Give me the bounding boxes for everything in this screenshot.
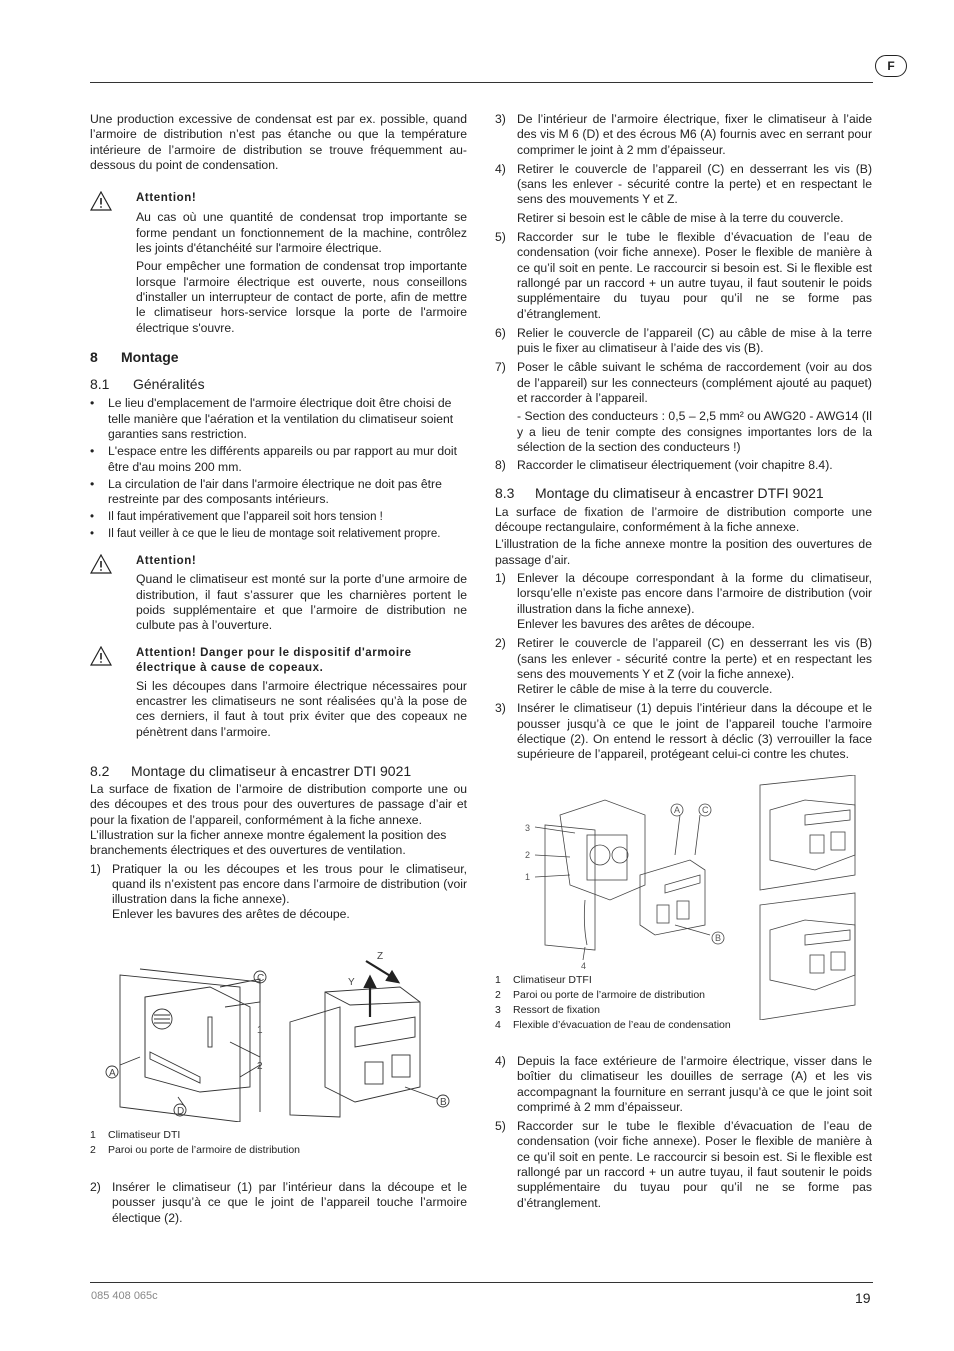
device-flange (150, 1052, 200, 1083)
cover-grille-right (677, 901, 689, 919)
climatiseur-cover (640, 860, 705, 935)
warning-title: Attention! (136, 192, 197, 205)
vent-grille-right (392, 1055, 410, 1077)
leader-a (120, 1057, 140, 1065)
caption-number: 3 (495, 1004, 501, 1016)
step-number: 1) (495, 571, 506, 586)
step-c-4 (495, 1054, 872, 1115)
arrow-z (366, 961, 392, 977)
cover-top (325, 992, 420, 1005)
cover-grille-left (657, 905, 669, 923)
warning-triangle-icon (90, 646, 112, 666)
step-number: 2) (90, 1180, 101, 1194)
step-number: 5) (495, 1119, 506, 1134)
caption-row (90, 1128, 460, 1143)
cabinet-wall-back (140, 969, 260, 1112)
step-3 (495, 112, 872, 158)
cabinet-view-top (760, 775, 855, 890)
list-item: • Le lieu d'emplacement de l'armoire électrique doit être choisi de telle manière que l'aération et la ventilation du climatiseur soient garanties sans restriction. (90, 396, 467, 442)
fig-label: A (109, 1068, 116, 1079)
step-text: Raccorder le climatiseur électriquement (voir chapitre 8.4). (517, 458, 833, 473)
fan (590, 845, 610, 865)
step-text: Raccorder sur le tube le flexible d’évacuation de l’eau de condensation (voir fiche annexe). Poser le flexible de manière à ce qu’il soit en pente. Le raccourcir si besoin est. Si le flexible est rallongé par un raccord + un autre tuyau, il faut soutenir le poids supplémentaire du tuyau pour qu’il ne se forme pas d’étranglement. (517, 230, 872, 321)
leader-lines (535, 827, 575, 877)
caption-number: 2 (495, 989, 501, 1001)
step-text: Insérer le climatiseur (1) depuis l’intérieur dans la découpe et le pousser jusqu’à ce que le joint de l’appareil touche l’armoire électique (2). On entend le ressort à déclic (3) verrouiller la face supérieure de l’appareil, protégeant celui-ci contre les chutes. (517, 701, 872, 762)
list-item: • La circulation de l'air dans l'armoire électrique ne doit pas être restreinte par des composants intérieurs. (90, 477, 467, 508)
fig-label: 3 (525, 823, 531, 833)
cabinet-wall-panel (545, 825, 595, 950)
paragraph: L’illustration sur la ficher annexe montre également la position des branchements électriques et des ouvertures de ventilation. (90, 827, 447, 858)
section-number: 8.2 (90, 762, 110, 779)
right-column (495, 112, 872, 763)
cabinet-door-panel (290, 1007, 340, 1117)
language-badge: F (875, 55, 907, 77)
warning-block-1 (90, 191, 467, 336)
warning-text: Quand le climatiseur est monté sur la porte d’une armoire de distribution, il faut s’assurer que les charnières portent le poids supplémentaire et que l’armoire de distribution ne culbute pas à l’ouverture. (136, 572, 467, 633)
warning-text: Si les découpes dans l’armoire électrique nécessaires pour encastrer les climatiseurs ne sont réalisées qu’à la pose de ces derniers, il faut à tout prix éviter que des copeaux ne pénètrent dans l’armoire. (136, 678, 467, 739)
document-code: 085 408 065c (91, 1290, 158, 1302)
vent-grille-left (365, 1062, 383, 1084)
fig-label: Y (348, 977, 355, 988)
fig-label: 2 (525, 850, 531, 860)
step-b-1 (495, 571, 872, 632)
step-number: 5) (495, 230, 506, 245)
page-number: 19 (855, 1290, 871, 1306)
paragraph: La surface de fixation de l’armoire de distribution comporte une ou des découpes et des trous pour des ouvertures de passage d’air et pour la fixation de l’appareil, conformément à la fiche annexe. (90, 782, 467, 827)
paragraph: La surface de fixation de l’armoire de distribution comporte une découpe rectangulaire, conformément à la fiche annexe. (495, 504, 872, 535)
figure-2-caption (495, 973, 775, 1033)
step-number: 6) (495, 325, 506, 340)
section-title: Montage (121, 348, 179, 365)
step-text: Poser le câble suivant le schéma de raccordement (voir au dos de l’appareil) sur les connecteurs (complément ajouté au paquet) et raccorder à l’appareil. (517, 360, 872, 406)
device-grille-top-1 (810, 835, 824, 853)
step-number: 3) (495, 112, 506, 126)
step-number: 1) (90, 861, 101, 876)
footer-rule (90, 1282, 873, 1283)
step-text: Retirer le couvercle de l’appareil (C) en desserrant les vis (B) (sans les enlever - sécurité contre la perte) et en respectant les sens des mouvements Y et Z (voir la fiche annexe). (517, 636, 872, 681)
fig-label: 4 (581, 961, 587, 971)
step-text: Depuis la face extérieure de l’armoire électrique, visser dans le boîtier du climatiseur les douilles de serrage (A) et les vis accompagnant la fourniture en serrant jusqu’à ce que le joint soit comprimé à 2 mm d’épaisseur. (517, 1054, 872, 1114)
step-4 (495, 162, 872, 226)
arrow-z-head (387, 972, 398, 982)
list-item: • Il faut impérativement que l’appareil soit hors tension ! (90, 510, 467, 525)
caption-row (90, 1143, 460, 1158)
intro-paragraph: Une production excessive de condensat est par ex. possible, quand l’armoire de distribution n’est pas étanche ou que la température intérieure de l’armoire de distribution se trouve fréquemment au-dessous du point de condensation. (90, 112, 467, 172)
step-text: Enlever la découpe correspondant à la forme du climatiseur, lorsqu’elle n’existe pas encore dans l’armoire de distribution (voir illustration dans la fiche annexe). (517, 571, 872, 616)
caption-number: 2 (90, 1144, 96, 1156)
step-c-5 (495, 1119, 872, 1211)
step-b-3 (495, 701, 872, 762)
caption-row (495, 1018, 775, 1033)
step-number: 2) (495, 636, 506, 651)
section-heading-8-3 (495, 486, 872, 501)
step-text: Raccorder sur le tube le flexible d’évacuation de l’eau de condensation (voir fiche annexe). Poser le flexible de manière à ce qu’il soit en pente. Le raccourcir si besoin est. Si le flexible est rallongé par un raccord + un autre tuyau, il faut soutenir le poids supplémentaire du tuyau pour qu’il ne se forme pas d’étranglement. (517, 1119, 872, 1210)
caption-text: Paroi ou porte de l’armoire de distribution (108, 1144, 301, 1156)
list-item: • Il faut veiller à ce que le lieu de montage soit relativement propre. (90, 527, 467, 542)
section-title: Montage du climatiseur à encastrer DTI 9021 (131, 762, 412, 779)
step-5 (495, 230, 872, 322)
warning-text: Pour empêcher une formation de condensat trop importante lorsque l'armoire électrique est ouverte, nous conseillons d'installer un interrupteur de contact de porte, afin de mettre le climatiseur hors-service lorsque la porte de l'armoire électrique s'ouvre. (136, 259, 467, 335)
step-text: Retirer le couvercle de l’appareil (C) en desserrant les vis (B) (sans les enlever - sécurité contre la perte) et en respectant le sens des mouvements Y et Z. (517, 161, 872, 207)
section-number: 8.1 (90, 376, 110, 393)
step-number: 8) (495, 458, 506, 473)
device-grille-top-2 (831, 832, 845, 850)
step-1 (90, 862, 467, 923)
step-number: 4) (495, 1054, 506, 1068)
cover-vent (665, 875, 700, 893)
step-2 (90, 1180, 467, 1226)
warning-block-2 (90, 554, 467, 633)
section-heading-8-2 (90, 764, 467, 779)
caption-number: 4 (495, 1019, 501, 1031)
climatiseur-dtfi-body (560, 800, 645, 900)
fig-label: 1 (257, 1025, 263, 1036)
step-text: - Section des conducteurs : 0,5 – 2,5 mm² ou AWG20 - AWG14 (Il y a lieu de tenir compte des consignes importantes lors de la sélection de la section des conducteurs !) (517, 409, 872, 454)
step-text: Enlever les bavures des arêtes de découpe. (112, 907, 350, 922)
right-column-bottom (495, 1054, 872, 1211)
fig-label: 1 (525, 872, 531, 882)
device-grille-bottom-1 (810, 955, 824, 973)
arrow-y-head (365, 977, 375, 987)
caption-text: Ressort de fixation (513, 1004, 600, 1016)
header-rule (90, 82, 873, 83)
fig-label: 2 (257, 1061, 263, 1072)
section-number: 8 (90, 348, 98, 365)
warning-title: Attention! Danger pour le dispositif d'armoire électrique à cause de copeaux. (136, 646, 412, 674)
figure-dti-mounting (100, 947, 460, 1122)
section-heading-8-1 (90, 377, 467, 392)
paragraph: L’illustration de la fiche annexe montre la position des ouvertures de passage d’air. (495, 537, 872, 567)
section-heading-8 (90, 350, 467, 365)
step-number: 4) (495, 161, 506, 176)
step-7 (495, 360, 872, 455)
warning-text: Au cas où une quantité de condensat trop importante se forme pendant un fonctionnement de la machine, contrôlez les joints d'étanchéité sur l'armoire électrique. (136, 210, 467, 256)
list-item: • L'espace entre les différents appareils ou par rapport au mur doit être d'au moins 200 mm. (90, 444, 467, 475)
step-number: 7) (495, 360, 506, 375)
step-6 (495, 326, 872, 357)
device-grille-bottom-2 (831, 952, 845, 970)
device-vent-bottom (805, 930, 850, 945)
connector (208, 1017, 212, 1047)
vent-slot-top (355, 1017, 415, 1047)
caption-row (495, 988, 775, 1003)
step-text: De l’intérieur de l’armoire électrique, fixer le climatiseur à l’aide des vis M 6 (D) et des écrous M6 (A) fournis avec en serrant pour comprimer le joint à 2 mm d’épaisseur. (517, 112, 872, 157)
step-b-2 (495, 636, 872, 697)
caption-number: 1 (495, 974, 501, 986)
fig-label: B (715, 933, 722, 943)
fig-label: C (702, 805, 709, 815)
warning-triangle-icon (90, 191, 112, 211)
step-text: Pratiquer la ou les découpes et les trous pour le climatiseur, quand ils n’existent pas encore dans l’armoire de distribution (voir illustration dans la fiche annexe). (112, 861, 467, 907)
caption-text: Flexible d’évacuation de l’eau de condensation (513, 1019, 731, 1031)
leader-b (405, 1087, 438, 1099)
step-text: Enlever les bavures des arêtes de découpe. (517, 616, 755, 631)
leader-c (695, 815, 700, 855)
device-vent-top (805, 810, 850, 825)
step-text: Insérer le climatiseur (1) par l’intérieur dans la découpe et le pousser jusqu’à ce que le joint de l’appareil touche l’armoire électique (2). (112, 1180, 467, 1225)
fig-label: C (257, 973, 265, 984)
step-8 (495, 458, 872, 473)
fan-grille-lines (154, 1015, 170, 1023)
step-number: 3) (495, 701, 506, 716)
caption-text: Paroi ou porte de l’armoire de distribution (513, 989, 706, 1001)
caption-row (495, 1003, 775, 1018)
fig-label: B (440, 1097, 447, 1108)
leader-a (675, 815, 680, 855)
general-bullet-list (90, 396, 467, 542)
section-title: Généralités (133, 376, 205, 393)
section-number: 8.3 (495, 484, 515, 501)
fig-label: Z (377, 951, 384, 962)
fig-label: A (674, 805, 681, 815)
left-column (90, 112, 467, 923)
caption-row (495, 973, 775, 988)
step-text: Relier le couvercle de l’appareil (C) au câble de mise à la terre puis le fixer au climatiseur à l’aide des vis (B). (517, 325, 872, 356)
warning-block-3 (90, 646, 467, 740)
caption-text: Climatiseur DTI (108, 1129, 181, 1141)
warning-triangle-icon (90, 554, 112, 574)
fan-2 (612, 847, 628, 863)
drain-hose (584, 900, 587, 945)
section-title: Montage du climatiseur à encastrer DTFI 9021 (535, 484, 824, 501)
step-text: Retirer le câble de mise à la terre du couvercle. (517, 682, 773, 697)
step-text: Retirer si besoin est le câble de mise à la terre du couvercle. (517, 210, 844, 225)
warning-title: Attention! (136, 555, 197, 568)
figure-1-caption (90, 1128, 460, 1158)
caption-text: Climatiseur DTFI (513, 974, 592, 986)
leader-1 (230, 1042, 260, 1057)
fig-label: D (177, 1106, 185, 1117)
caption-number: 1 (90, 1129, 96, 1141)
device-housing (587, 835, 627, 880)
